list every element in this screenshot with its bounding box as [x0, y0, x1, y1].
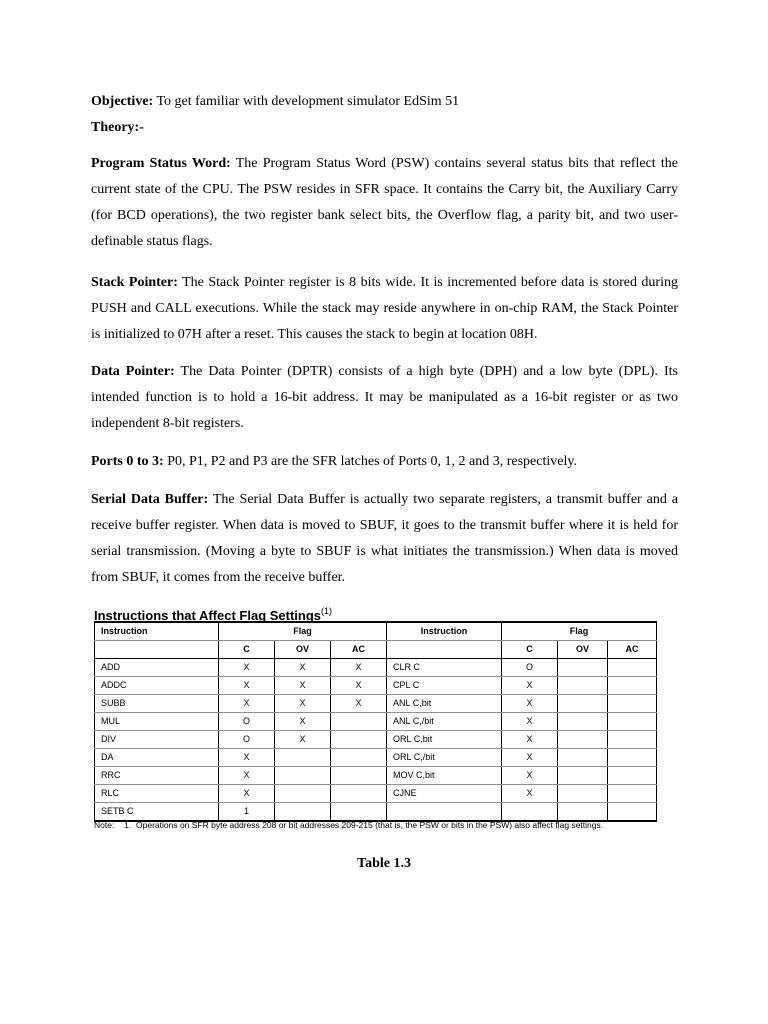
- right-flag-ov-cell: [558, 659, 608, 677]
- right-instruction-cell: MOV C,bit: [387, 767, 502, 785]
- table-row: [95, 785, 657, 803]
- stack-pointer-text: The Stack Pointer register is 8 bits wide. It is incremented before data is stored during PUSH and CALL executions. While the stack may reside anywhere in on-chip RAM, the Stack Pointer is initialized to 07H after a reset. This causes the stack to begin at location 08H.: [91, 275, 678, 342]
- left-flag-c-cell: 1: [219, 803, 275, 822]
- table-subheader-row: [95, 641, 657, 659]
- left-flag-ac-cell: [331, 803, 387, 822]
- right-instruction-cell: ANL C,bit: [387, 695, 502, 713]
- left-flag-ac-cell: [331, 749, 387, 767]
- right-flag-ov-cell: [558, 695, 608, 713]
- left-instruction-cell: DA: [95, 749, 219, 767]
- right-instruction-cell: CLR C: [387, 659, 502, 677]
- left-flag-c-cell: X: [219, 659, 275, 677]
- table-row: [95, 767, 657, 785]
- table-title-footnote-ref: (1): [321, 606, 333, 616]
- objective-line: [91, 92, 678, 112]
- note-label: Note:: [94, 820, 115, 830]
- left-instruction-cell: SETB C: [95, 803, 219, 822]
- theory-label: Theory:-: [91, 120, 144, 135]
- left-flag-c-cell: X: [219, 695, 275, 713]
- left-flag-c-cell: X: [219, 767, 275, 785]
- right-flag-ov-cell: [558, 785, 608, 803]
- table-row: [95, 677, 657, 695]
- table-row: [95, 659, 657, 677]
- left-flag-ov-cell: [275, 803, 331, 822]
- left-flag-c-cell: X: [219, 677, 275, 695]
- left-flag-ov-cell: [275, 767, 331, 785]
- left-flag-ov-cell: X: [275, 731, 331, 749]
- psw-paragraph: [91, 151, 678, 255]
- right-flag-ac-cell: [608, 731, 657, 749]
- right-flag-ac-cell: [608, 713, 657, 731]
- right-flag-ac-cell: [608, 659, 657, 677]
- serial-buffer-paragraph: [91, 487, 678, 591]
- left-instruction-cell: ADDC: [95, 677, 219, 695]
- right-flag-c-cell: [502, 803, 558, 822]
- right-flag-c-cell: X: [502, 677, 558, 695]
- right-instruction-cell: ORL C,/bit: [387, 749, 502, 767]
- right-flag-ov-cell: [558, 731, 608, 749]
- table-note: [94, 820, 603, 831]
- right-flag-ac-cell: [608, 767, 657, 785]
- right-instruction-cell: CPL C: [387, 677, 502, 695]
- psw-label: Program Status Word:: [91, 156, 231, 171]
- table-row: [95, 695, 657, 713]
- right-instruction-cell: ANL C,/bit: [387, 713, 502, 731]
- stack-pointer-label: Stack Pointer:: [91, 275, 178, 290]
- right-flag-c-cell: X: [502, 695, 558, 713]
- left-flag-c-cell: O: [219, 713, 275, 731]
- left-flag-c-cell: X: [219, 785, 275, 803]
- right-flag-ov-cell: [558, 767, 608, 785]
- table-row: [95, 731, 657, 749]
- note-text: Operations on SFR byte address 208 or bit addresses 209-215 (that is, the PSW or bits in the PSW) also affect flag settings.: [136, 820, 604, 830]
- instruction-header: Instruction: [95, 622, 219, 641]
- left-flag-ac-cell: [331, 785, 387, 803]
- flag-col-c: C: [219, 641, 275, 659]
- right-flag-ac-cell: [608, 677, 657, 695]
- left-flag-c-cell: X: [219, 749, 275, 767]
- left-instruction-cell: SUBB: [95, 695, 219, 713]
- objective-text: To get familiar with development simulator EdSim 51: [153, 94, 460, 109]
- left-flag-ac-cell: [331, 713, 387, 731]
- table-row: [95, 713, 657, 731]
- left-flag-ac-cell: X: [331, 677, 387, 695]
- table-row: [95, 749, 657, 767]
- left-instruction-cell: ADD: [95, 659, 219, 677]
- right-flag-c-cell: X: [502, 713, 558, 731]
- left-flag-ac-cell: [331, 767, 387, 785]
- right-instruction-cell: [387, 803, 502, 822]
- right-flag-c-cell: X: [502, 749, 558, 767]
- left-flag-ac-cell: X: [331, 659, 387, 677]
- left-flag-ac-cell: X: [331, 695, 387, 713]
- ports-label: Ports 0 to 3:: [91, 454, 164, 469]
- left-flag-ov-cell: X: [275, 677, 331, 695]
- note-number: 1.: [124, 820, 132, 830]
- flag-header: Flag: [219, 622, 387, 641]
- data-pointer-paragraph: [91, 359, 678, 437]
- right-flag-c-cell: X: [502, 785, 558, 803]
- right-instruction-cell: ORL C,bit: [387, 731, 502, 749]
- flag-col-c: C: [502, 641, 558, 659]
- stack-pointer-paragraph: [91, 270, 678, 348]
- flag-col-ov: OV: [275, 641, 331, 659]
- ports-text: P0, P1, P2 and P3 are the SFR latches of Ports 0, 1, 2 and 3, respectively.: [163, 454, 577, 469]
- right-flag-c-cell: X: [502, 731, 558, 749]
- left-flag-ov-cell: X: [275, 695, 331, 713]
- left-instruction-cell: RLC: [95, 785, 219, 803]
- table-row: [95, 803, 657, 822]
- right-flag-ov-cell: [558, 749, 608, 767]
- right-flag-ov-cell: [558, 677, 608, 695]
- left-flag-ov-cell: [275, 785, 331, 803]
- right-flag-c-cell: X: [502, 767, 558, 785]
- left-flag-ov-cell: X: [275, 659, 331, 677]
- flag-col-ac: AC: [608, 641, 657, 659]
- table-title-text: Instructions that Affect Flag Settings: [94, 608, 322, 623]
- right-flag-c-cell: O: [502, 659, 558, 677]
- left-flag-ov-cell: X: [275, 713, 331, 731]
- right-flag-ov-cell: [558, 713, 608, 731]
- empty-header-cell: [95, 641, 219, 659]
- left-instruction-cell: MUL: [95, 713, 219, 731]
- right-flag-ac-cell: [608, 785, 657, 803]
- flag-settings-table: [94, 621, 657, 822]
- table-header-row: [95, 622, 657, 641]
- right-flag-ac-cell: [608, 803, 657, 822]
- right-instruction-cell: CJNE: [387, 785, 502, 803]
- data-pointer-label: Data Pointer:: [91, 364, 175, 379]
- table-body: [95, 659, 657, 822]
- ports-paragraph: [91, 449, 678, 475]
- flag-col-ac: AC: [331, 641, 387, 659]
- data-pointer-text: The Data Pointer (DPTR) consists of a high byte (DPH) and a low byte (DPL). Its intended function is to hold a 16-bit address. It may be manipulated as a 16-bit register or as two independent 8-bit registers.: [91, 364, 678, 431]
- flag-header: Flag: [502, 622, 657, 641]
- instruction-header: Instruction: [387, 622, 502, 641]
- left-flag-ov-cell: [275, 749, 331, 767]
- right-flag-ov-cell: [558, 803, 608, 822]
- flag-col-ov: OV: [558, 641, 608, 659]
- psw-text: The Program Status Word (PSW) contains several status bits that reflect the current state of the CPU. The PSW resides in SFR space. It contains the Carry bit, the Auxiliary Carry (for BCD operations), the two register bank select bits, the Overflow flag, a parity bit, and two user-definable status flags.: [91, 156, 679, 249]
- serial-buffer-label: Serial Data Buffer:: [91, 492, 209, 507]
- right-flag-ac-cell: [608, 749, 657, 767]
- theory-heading: [91, 118, 678, 138]
- left-flag-c-cell: O: [219, 731, 275, 749]
- empty-header-cell: [387, 641, 502, 659]
- table-caption: Table 1.3: [357, 856, 411, 871]
- right-flag-ac-cell: [608, 695, 657, 713]
- objective-label: Objective:: [91, 94, 154, 109]
- left-instruction-cell: DIV: [95, 731, 219, 749]
- left-flag-ac-cell: [331, 731, 387, 749]
- left-instruction-cell: RRC: [95, 767, 219, 785]
- serial-buffer-text: The Serial Data Buffer is actually two separate registers, a transmit buffer and a receive buffer register. When data is moved to SBUF, it goes to the transmit buffer where it is held for serial transmission. (Moving a byte to SBUF is what initiates the transmission.) When data is moved from SBUF, it comes from the receive buffer.: [91, 492, 678, 585]
